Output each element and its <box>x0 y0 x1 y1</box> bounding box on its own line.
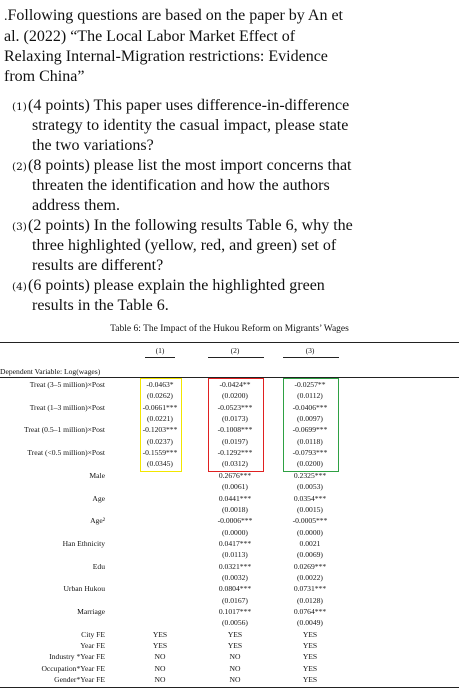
row-label: Occupation*Year FE <box>41 663 105 673</box>
table-cell-col-3: (0.0112) <box>297 391 323 401</box>
table-cell-col-2: 0.0321*** <box>218 561 252 571</box>
table-cell-col-2: (0.0173) <box>222 414 248 424</box>
table-cell-col-3: -0.0406*** <box>292 402 328 412</box>
table-cell-col-2: (0.0312) <box>222 459 248 469</box>
question-2-line-1: (8 points) please list the most import concerns that <box>28 157 352 174</box>
table-cell-col-2: (0.0056) <box>222 618 248 628</box>
row-label: Treat (1–3 million)×Post <box>29 402 105 412</box>
table-cell-col-3: YES <box>302 652 318 662</box>
table-cell-col-3: -0.0005*** <box>292 516 328 526</box>
table-cell-col-2: -0.0424** <box>219 380 251 389</box>
row-label: Urban Hukou <box>63 584 105 594</box>
col-3-underline <box>283 357 339 358</box>
table-cell-col-3: (0.0128) <box>297 595 323 605</box>
question-3-line-1: (2 points) In the following results Table 6, why the <box>28 217 353 234</box>
row-label: Industry *Year FE <box>49 652 105 662</box>
table-cell-col-2: (0.0000) <box>222 527 248 537</box>
question-1-line-1: (4 points) This paper uses difference-in-difference <box>28 97 350 114</box>
table-cell-col-3: 0.0269*** <box>293 561 327 571</box>
table-cell-col-3: (0.0053) <box>297 482 323 492</box>
row-label: Marriage <box>77 607 105 616</box>
table-cell-col-1: (0.0237) <box>147 436 173 446</box>
table-cell-col-3: 0.0354*** <box>293 493 327 503</box>
table-cell-col-2: YES <box>227 641 243 651</box>
table-cell-col-2: (0.0167) <box>222 595 248 605</box>
row-label: Year FE <box>80 641 105 651</box>
intro-line-1 <box>4 6 454 27</box>
table-cell-col-2: -0.0006*** <box>217 516 253 526</box>
table-cell-col-1: NO <box>154 652 166 662</box>
table-cell-col-2: -0.1008*** <box>217 425 253 435</box>
table-cell-col-2: YES <box>227 629 243 639</box>
table-bottom-rule <box>0 687 459 688</box>
table-cell-col-3: (0.0200) <box>297 459 323 469</box>
col-2-underline <box>208 357 264 358</box>
question-1-line-2: strategy to identity the casual impact, please state <box>32 117 349 134</box>
row-label: City FE <box>81 629 105 639</box>
table-cell-col-2: 0.1017*** <box>218 607 252 616</box>
col-header-3: (3) <box>305 346 315 355</box>
col-1-underline <box>145 357 175 358</box>
table-cell-col-3: (0.0000) <box>297 527 323 537</box>
table-title: Table 6: The Impact of the Hukou Reform on Migrants’ Wages <box>110 324 349 334</box>
table-cell-col-1: -0.1203*** <box>142 425 178 435</box>
question-3-line-2: three highlighted (yellow, red, and green) set of <box>32 237 337 254</box>
question-1-line-3: the two variations? <box>32 137 154 154</box>
table-cell-col-3: (0.0015) <box>297 504 323 514</box>
question-4 <box>12 276 454 316</box>
row-label: Treat (<0.5 million)×Post <box>27 448 105 458</box>
table-cell-col-2: (0.0032) <box>222 572 248 582</box>
table-cell-col-2: (0.0018) <box>222 504 248 514</box>
table-cell-col-3: YES <box>302 663 318 673</box>
table-cell-col-3: YES <box>302 675 318 685</box>
table-cell-col-3: 0.0021 <box>299 538 321 548</box>
intro-line-3: Relaxing Internal-Migration restrictions: Evidence <box>4 48 328 65</box>
intro-paragraph <box>4 6 454 87</box>
row-label: Treat (0.5–1 million)×Post <box>24 425 105 435</box>
table-cell-col-3: -0.0793*** <box>292 448 328 458</box>
table-cell-col-2: (0.0061) <box>222 482 248 492</box>
table-cell-col-2: -0.1292*** <box>217 448 253 458</box>
table-cell-col-2: NO <box>229 652 241 662</box>
table-cell-col-2: (0.0200) <box>222 391 248 401</box>
table-cell-col-3: 0.2325*** <box>293 470 327 480</box>
table-cell-col-2: NO <box>229 675 241 685</box>
intro-line-2: al. (2022) “The Local Labor Market Effect of <box>4 28 296 45</box>
row-label: Treat (3–5 million)×Post <box>29 380 105 389</box>
question-3-number: (3) <box>12 221 27 233</box>
table-cell-col-1: (0.0345) <box>147 459 173 469</box>
table-cell-col-3: 0.0764*** <box>293 607 327 616</box>
row-label: Age <box>92 493 105 503</box>
question-2 <box>12 156 454 216</box>
row-label: Age² <box>90 516 105 526</box>
table-cell-col-1: YES <box>152 641 168 651</box>
table-cell-col-3: -0.0699*** <box>292 425 328 435</box>
table-cell-col-2: 0.2676*** <box>218 470 252 480</box>
table-cell-col-2: 0.0441*** <box>218 493 252 503</box>
table-cell-col-3: (0.0022) <box>297 572 323 582</box>
question-4-line-1: (6 points) please explain the highlighted green <box>28 277 325 294</box>
table-cell-col-1: -0.0463* <box>146 380 174 389</box>
question-2-number: (2) <box>12 161 27 173</box>
row-label: Edu <box>92 561 105 571</box>
table-cell-col-3: (0.0097) <box>297 414 323 424</box>
question-4-number: (4) <box>12 281 27 293</box>
table-cell-col-1: -0.1559*** <box>142 448 178 458</box>
table-cell-col-2: 0.0804*** <box>218 584 252 594</box>
dependent-variable-label: Dependent Variable: Log(wages) <box>0 367 101 376</box>
table-cell-col-2: -0.0523*** <box>217 402 253 412</box>
question-2-line-3: address them. <box>32 197 120 214</box>
intro-text-1: Following questions are based on the paper by An et <box>7 7 343 24</box>
table-cell-col-3: (0.0118) <box>297 436 323 446</box>
row-label: Han Ethnicity <box>62 538 105 548</box>
results-table <box>0 340 459 700</box>
question-4-line-2: results in the Table 6. <box>32 297 169 314</box>
table-cell-col-2: 0.0417*** <box>218 538 252 548</box>
table-cell-col-3: (0.0069) <box>297 550 323 560</box>
table-cell-col-2: NO <box>229 663 241 673</box>
table-cell-col-1: (0.0262) <box>147 391 173 401</box>
table-cell-col-3: (0.0049) <box>297 618 323 628</box>
col-header-1: (1) <box>155 346 165 355</box>
intro-line-4: from China” <box>4 68 85 85</box>
table-cell-col-3: YES <box>302 641 318 651</box>
table-cell-col-2: (0.0113) <box>222 550 248 560</box>
row-label: Gender*Year FE <box>54 675 105 685</box>
question-3-line-3: results are different? <box>32 257 164 274</box>
col-header-2: (2) <box>230 346 240 355</box>
row-label: Male <box>89 470 105 480</box>
table-cell-col-3: YES <box>302 629 318 639</box>
table-cell-col-3: 0.0731*** <box>293 584 327 594</box>
intro-dot: . <box>4 9 8 24</box>
question-1 <box>12 96 454 156</box>
table-cell-col-2: (0.0197) <box>222 436 248 446</box>
table-cell-col-3: -0.0257** <box>294 380 326 389</box>
table-top-rule <box>0 342 459 343</box>
question-2-line-2: threaten the identification and how the authors <box>32 177 330 194</box>
table-cell-col-1: NO <box>154 663 166 673</box>
table-cell-col-1: YES <box>152 629 168 639</box>
table-cell-col-1: (0.0221) <box>147 414 173 424</box>
table-cell-col-1: -0.0661*** <box>142 402 178 412</box>
table-cell-col-1: NO <box>154 675 166 685</box>
question-3 <box>12 216 454 276</box>
question-1-number: (1) <box>12 101 27 113</box>
